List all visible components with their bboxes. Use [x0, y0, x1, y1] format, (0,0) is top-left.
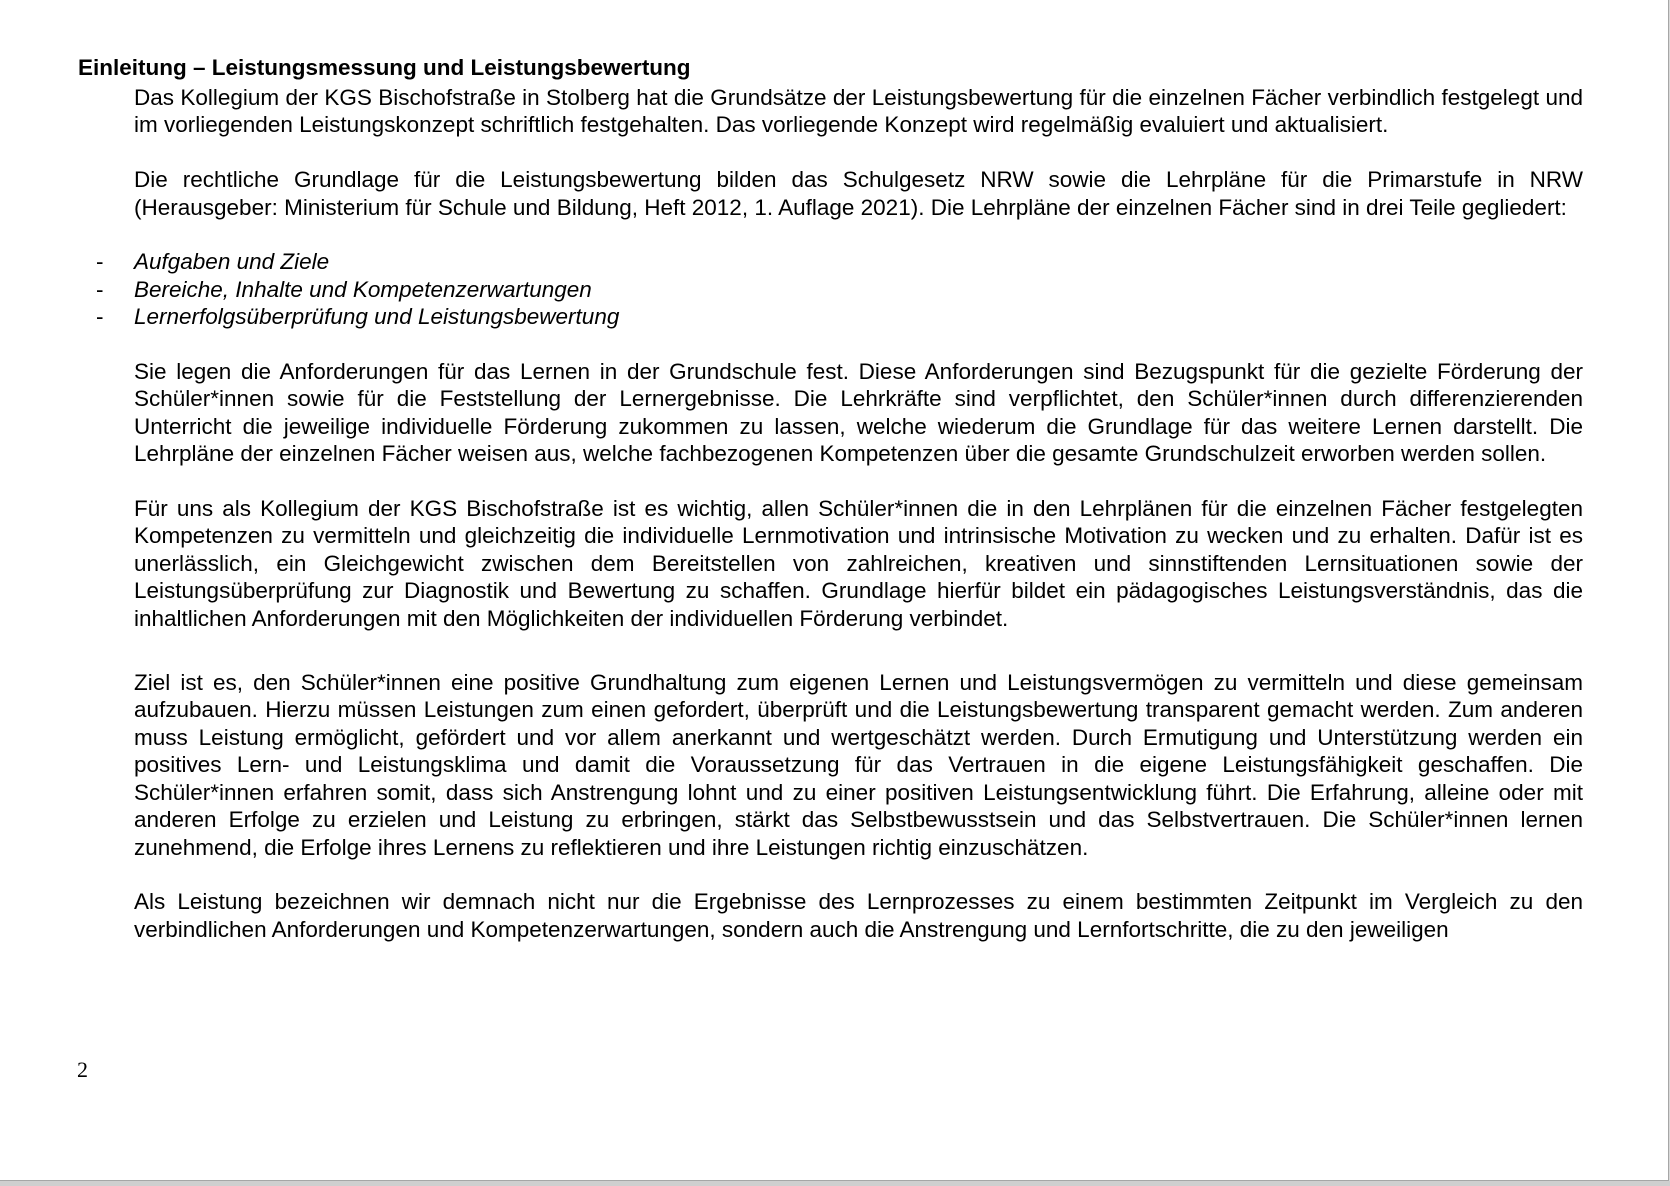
paragraph-performance-definition: Als Leistung bezeichnen wir demnach nicht nur die Ergebnisse des Lernprozesses zu einem bestimmten Zeitpunkt im Vergleich zu den verbindlichen Anforderungen und Kompetenzerwartungen, sondern auch die Anstrengung und Lernfortschritte, die zu den jeweiligen	[134, 889, 1583, 942]
list-item-text: Bereiche, Inhalte und Kompetenzerwartungen	[134, 276, 592, 302]
page-number: 2	[77, 1057, 88, 1082]
curriculum-parts-list	[78, 248, 1583, 330]
paragraph-legal-basis: Die rechtliche Grundlage für die Leistungsbewertung bilden das Schulgesetz NRW sowie die Lehrpläne für die Primarstufe in NRW (Herausgeber: Ministerium für Schule und Bildung, Heft 2012, 1. Auflage 2021). Die Lehrpläne der einzelnen Fächer sind in drei Teile gegliedert:	[134, 167, 1583, 220]
section-heading: Einleitung – Leistungsmessung und Leistungsbewertung	[78, 55, 691, 80]
viewer-bottom-edge	[0, 1181, 1670, 1186]
page-content	[78, 52, 1583, 971]
list-item-text: Lernerfolgsüberprüfung und Leistungsbewertung	[134, 304, 620, 330]
paragraph-objective: Ziel ist es, den Schüler*innen eine positive Grundhaltung zum eigenen Lernen und Leistungsvermögen zu vermitteln und diese gemeinsam aufzubauen. Hierzu müssen Leistungen zum einen gefordert, überprüft und die Leistungsbewertung transparent gemacht werden. Zum anderen muss Leistung ermöglicht, gefördert und vor allem anerkannt und wertgeschätzt werden. Durch Ermutigung und Unterstützung werden ein positives Lern- und Leistungsklima und damit die Voraussetzung für das Vertrauen in die eigene Leistungsfähigkeit geschaffen. Die Schüler*innen erfahren somit, dass sich Anstrengung lohnt und zu einer positiven Leistungsentwicklung führt. Die Erfahrung, alleine oder mit anderen Erfolge zu erzielen und Leistung zu erbringen, stärkt das Selbstbewusstsein und das Selbstvertrauen. Die Schüler*innen lernen zunehmend, die Erfolge ihres Lernens zu reflektieren und ihre Leistungen richtig einzuschätzen.	[134, 670, 1583, 860]
list-item	[78, 248, 1583, 275]
paragraph-requirements: Sie legen die Anforderungen für das Lernen in der Grundschule fest. Diese Anforderungen sind Bezugspunkt für die gezielte Förderung der Schüler*innen sowie für die Feststellung der Lernergebnisse. Die Lehrkräfte sind verpflichtet, den Schüler*innen durch differenzierenden Unterricht die jeweilige individuelle Förderung zukommen zu lassen, welche wiederum die Grundlage für das weitere Lernen darstellt. Die Lehrpläne der einzelnen Fächer weisen aus, welche fachbezogenen Kompetenzen über die gesamte Grundschulzeit erworben werden sollen.	[134, 359, 1583, 467]
list-marker: -	[96, 304, 104, 330]
list-item	[78, 303, 1583, 330]
list-item	[78, 276, 1583, 303]
list-item-text: Aufgaben und Ziele	[134, 249, 330, 275]
paragraph-intro: Das Kollegium der KGS Bischofstraße in Stolberg hat die Grundsätze der Leistungsbewertung für die einzelnen Fächer verbindlich festgelegt und im vorliegenden Leistungskonzept schriftlich festgehalten. Das vorliegende Konzept wird regelmäßig evaluiert und aktualisiert.	[134, 85, 1583, 138]
paragraph-college-goals: Für uns als Kollegium der KGS Bischofstraße ist es wichtig, allen Schüler*innen die in den Lehrplänen für die einzelnen Fächer festgelegten Kompetenzen zu vermitteln und gleichzeitig die individuelle Lernmotivation und intrinsische Motivation zu wecken und zu erhalten. Dafür ist es unerlässlich, ein Gleichgewicht zwischen dem Bereitstellen von zahlreichen, kreativen und sinnstiftenden Lernsituationen sowie der Leistungsüberprüfung zur Diagnostik und Bewertung zu schaffen. Grundlage hierfür bildet ein pädagogisches Leistungsverständnis, das die inhaltlichen Anforderungen mit den Möglichkeiten der individuellen Förderung verbindet.	[134, 496, 1583, 631]
list-marker: -	[96, 249, 104, 275]
list-marker: -	[96, 276, 104, 302]
